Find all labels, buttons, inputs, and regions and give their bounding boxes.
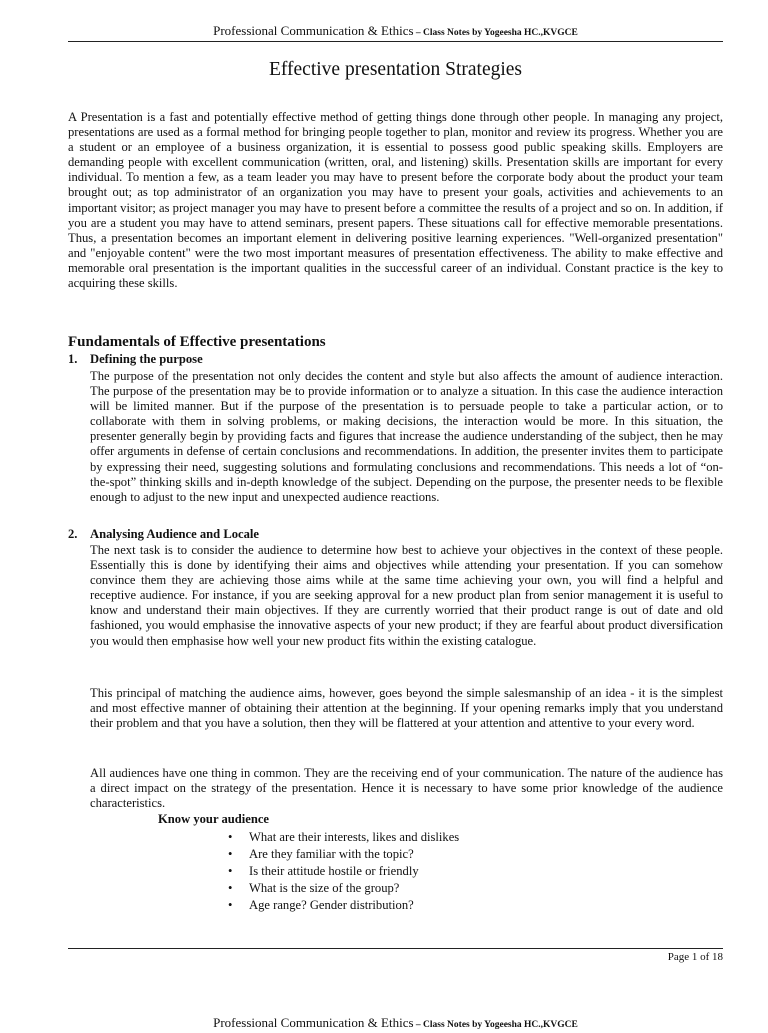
list-item <box>228 846 459 863</box>
next-header-subtitle: Class Notes by Yogeesha HC.,KVGCE <box>423 1020 578 1030</box>
list-item-text: Are they familiar with the topic? <box>249 847 414 861</box>
header-rule <box>68 41 723 42</box>
list-item <box>228 897 459 914</box>
list-item-text: Age range? Gender distribution? <box>249 898 414 912</box>
bullet-icon: • <box>228 881 233 895</box>
bullet-icon: • <box>228 830 233 844</box>
header-subtitle: Class Notes by Yogeesha HC.,KVGCE <box>423 28 578 38</box>
list-item <box>228 829 459 846</box>
bullet-icon: • <box>228 847 233 861</box>
page-number: Page 1 of 18 <box>667 951 723 963</box>
list-item-text: What is the size of the group? <box>249 881 400 895</box>
item-number-1: 1. <box>68 352 78 366</box>
intro-paragraph: A Presentation is a fast and potentially effective method of getting things done through other people. In managing any project, presentations are used as a formal method for bringing people together to plan, monitor and review its progress. Whether you are a student or an employee of a business organization, it is essential to possess good public speaking skills. Employers are demanding people with excellent communication (written, oral, and listening) skills. Presentation skills are important for every individual. To mention a few, as a team leader you may have to present before the corporate body about the product your team brought out; as top administrator of an organization you may have to present your goals, activities and achievements to an important visitor; as project manager you may have to present before a committee the results of a project and so on. In addition, if you are a student you may have to attend seminars, present papers. These situations call for effective memorable presentations. Thus, a presentation becomes an important element in delivering positive learning experiences. "Well-organized presentation" and "enjoyable content" were the two most important measures of presentation effectiveness. The ability to make effective and memorable oral presentation is the important qualities in the successful career of an individual. Constant practice is the key to acquiring these skills. <box>68 110 723 291</box>
know-audience-heading: Know your audience <box>158 812 270 826</box>
header-course: Professional Communication & Ethics <box>213 23 414 38</box>
page-title: Effective presentation Strategies <box>268 59 523 80</box>
audience-paragraph-2: This principal of matching the audience aims, however, goes beyond the simple salesmanship of an idea - it is the simplest and most effective manner of obtaining their attention at the beginning. If your opening remarks imply that you understand their problem and that you have a solution, then they will be flattered at your attention and attentive to your every word. <box>90 686 723 731</box>
section-heading: Fundamentals of Effective presentations <box>68 334 326 350</box>
header-separator: – <box>413 28 424 38</box>
audience-paragraph-1: The next task is to consider the audience to determine how best to achieve your objectives in the context of these people. Essentially this is done by identifying their aims and objectives while attending your presentation. If you can somehow convince them they are achieving those aims while at the same time achieving your own, you will find a helpful and receptive audience. For instance, if you are seeking approval for a new product plan from senior management it is useful to know and understand their main objectives. If they are currently worried that their product range is out of date and old fashioned, you would emphasise the innovative aspects of your new product; if they are fearful about product diversification you would then emphasise how well your new product fits within the existing catalogue. <box>90 543 723 648</box>
list-item <box>228 863 459 880</box>
item-title-audience: Analysing Audience and Locale <box>90 527 259 541</box>
footer-rule <box>68 948 723 949</box>
list-item-text: Is their attitude hostile or friendly <box>249 864 419 878</box>
next-header-course: Professional Communication & Ethics <box>213 1015 414 1030</box>
item-title-purpose: Defining the purpose <box>90 352 203 366</box>
list-item-text: What are their interests, likes and dislikes <box>249 830 460 844</box>
bullet-icon: • <box>228 864 233 878</box>
purpose-paragraph: The purpose of the presentation not only decides the content and style but also affects the amount of audience interaction. The purpose of the presentation may be to provide information or to analyze a situation. In this case the audience interaction will be limited manner. But if the purpose of the presentation is to persuade people to take a particular action, or to collaborate with them in solving problems, or making decisions, the interaction would be more. In this situation, the presenter generally begin by providing facts and figures that increase the audience understanding of the subject, then he may offer arguments in defense of certain conclusions and recommendations. In addition, the presenter invites them to participate by expressing their need, suggesting solutions and formulating conclusions and recommendations. This needs a lot of “on-the-spot” thinking skills and in-depth knowledge of the subject. Depending on the purpose, the presenter needs to be flexible enough to adjust to the new input and unexpected audience reactions. <box>90 369 723 504</box>
next-page-header <box>68 1015 723 1033</box>
audience-paragraph-3: All audiences have one thing in common. They are the receiving end of your communication. The nature of the audience has a direct impact on the strategy of the presentation. Hence it is necessary to have some prior knowledge of the audience characteristics. <box>90 766 723 811</box>
bullet-icon: • <box>228 898 233 912</box>
audience-questions-list <box>228 829 459 914</box>
item-number-2: 2. <box>68 527 78 541</box>
next-header-separator: – <box>413 1020 424 1030</box>
list-item <box>228 880 459 897</box>
running-header <box>68 23 723 41</box>
